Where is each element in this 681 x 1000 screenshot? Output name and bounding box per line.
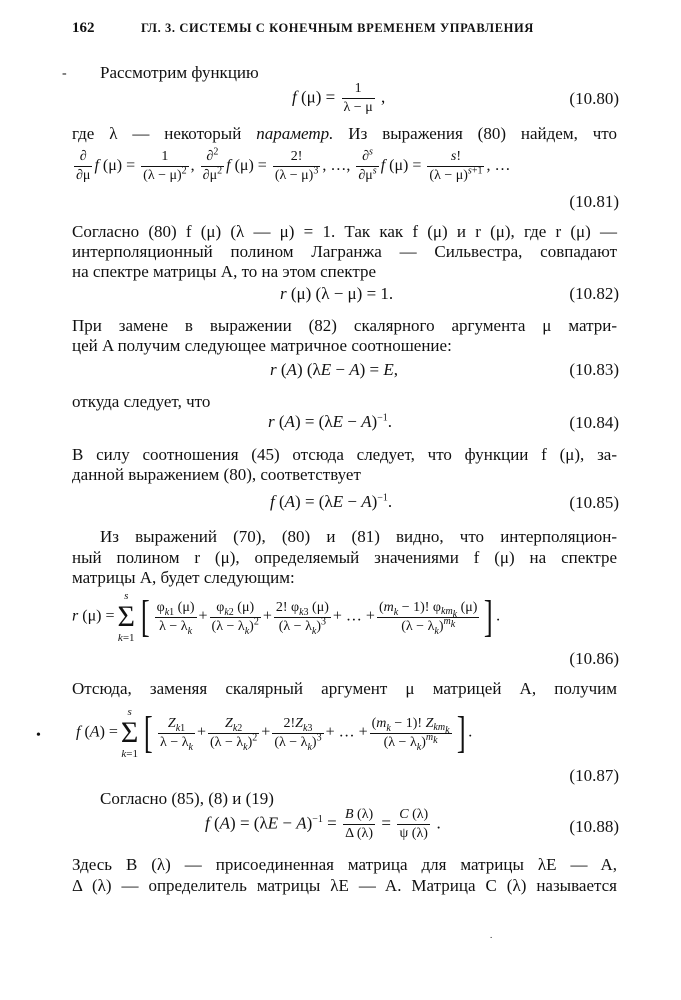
paragraph-according: Согласно (85), (8) и (19) — [100, 789, 274, 808]
paragraph-lagrange-l2: интерполяционный полином Лагранжа — Сильвестра, совпадают — [72, 242, 617, 261]
paragraph-consider-function: Рассмотрим функцию — [100, 63, 259, 82]
paragraph-adjoint-l2: Δ (λ) — определитель матрицы λE — A. Матрица C (λ) называется — [72, 876, 617, 895]
paragraph-interpolation-l2: ный полином r (μ), определяемый значениями f (μ) на спектре — [72, 548, 617, 567]
paragraph-interpolation-l3: матрицы A, будет следующим: — [72, 568, 295, 587]
equation-10-88: f $(A) = (\lambda E - A)^{-1}$ = $\frac{B (\lambda)}{\Delta (\lambda)}$ = $\frac{C (\lambda)}{\psi (\lambda)}$ . — [205, 807, 441, 841]
stray-mark: - — [62, 66, 67, 81]
paragraph-matrix-argument: Отсюда, заменяя скалярный аргумент μ матрицей A, получим — [72, 679, 617, 698]
page-number: 162 — [72, 20, 95, 36]
equation-number-10-84: (10.84) — [569, 413, 619, 432]
equation-number-10-83: (10.83) — [569, 360, 619, 379]
equation-number-10-81: (10.81) — [569, 192, 619, 211]
paragraph-relation-l1: В силу соотношения (45) отсюда следует, что функции f (μ), за- — [72, 445, 617, 464]
paragraph-lagrange-l3: на спектре матрицы A, то на этом спектре — [72, 262, 377, 281]
equation-10-81: $\frac{\partial}{\partial\mu}$ f (μ) = $\frac{1}{(\lambda - \mu)^2}$ , $\frac{\partial^2}{\partial\mu^2}$ f (μ) = $\frac{2!}{(\lambda - \mu)^3}$ , …, $\frac{\partial^s}{\partial\mu^s}$ f (μ) = $\frac{s!}{(\lambda - \mu)^{s+1}}$ , … — [76, 146, 511, 183]
equation-10-86: r (μ) = s Σ k=1 [ $\frac{\varphi_{k1} (\mu)}{\lambda - \lambda_k}$ + $\frac{\varphi_{k2} (\mu)}{(\lambda - \lambda_k)^2}$ + $\frac{2! \varphi_{k3} (\mu)}{(\lambda - \lambda_k)^3}$ + … + $\frac{(m_k - 1)! \varphi_{km_k} (\mu)}{(\lambda - \lambda_k)^{m_k}}$ ] . — [72, 590, 501, 644]
equation-number-10-88: (10.88) — [569, 817, 619, 836]
paragraph-adjoint-l1: Здесь B (λ) — присоединенная матрица для матрицы λE — A, — [72, 855, 617, 874]
stray-speck: . — [490, 930, 493, 940]
equation-10-83: r (A) (λE − A) = E, — [270, 360, 399, 379]
paragraph-parameter: где λ — некоторый параметр. Из выражения (80) найдем, что — [72, 124, 617, 143]
equation-number-10-80: (10.80) — [569, 89, 619, 108]
equation-number-10-85: (10.85) — [569, 493, 619, 512]
equation-number-10-86: (10.86) — [569, 649, 619, 668]
equation-number-10-82: (10.82) — [569, 284, 619, 303]
equation-10-85: f $(A) = (\lambda E - A)^{-1}$. — [270, 492, 393, 511]
equation-number-10-87: (10.87) — [569, 766, 619, 785]
equation-10-80: f (μ) = $\frac{1}{\lambda - \mu}$ , — [292, 81, 386, 115]
paragraph-relation-l2: данной выражением (80), соответствует — [72, 465, 361, 484]
stray-dot: • — [36, 728, 41, 743]
paragraph-lagrange-l1: Согласно (80) f (μ) (λ — μ) = 1. Так как f (μ) и r (μ), где r (μ) — — [72, 222, 617, 241]
equation-10-84: r $(A) = (\lambda E - A)^{-1}$. — [268, 412, 393, 431]
paragraph-replacement-l2: цей A получим следующее матричное соотношение: — [72, 336, 452, 355]
paragraph-whence: откуда следует, что — [72, 392, 211, 411]
equation-10-87: f (A) = s Σ k=1 [ $\frac{Z_{k1}}{\lambda - \lambda_k}$ + $\frac{Z_{k2}}{(\lambda - \lambda_k)^2}$ + $\frac{2!Z_{k3}}{(\lambda - \lambda_k)^3}$ + … + $\frac{(m_k - 1)! Z_{km_k}}{(\lambda - \lambda_k)^{m_k}}$ ] . — [76, 706, 473, 760]
paragraph-interpolation-l1: Из выражений (70), (80) и (81) видно, что интерполяцион- — [100, 527, 617, 546]
paragraph-replacement-l1: При замене в выражении (82) скалярного аргумента μ матри- — [72, 316, 617, 335]
equation-10-82: r (μ) (λ − μ) = 1. — [280, 284, 394, 303]
running-title: ГЛ. 3. СИСТЕМЫ С КОНЕЧНЫМ ВРЕМЕНЕМ УПРАВЛЕНИЯ — [141, 21, 534, 35]
